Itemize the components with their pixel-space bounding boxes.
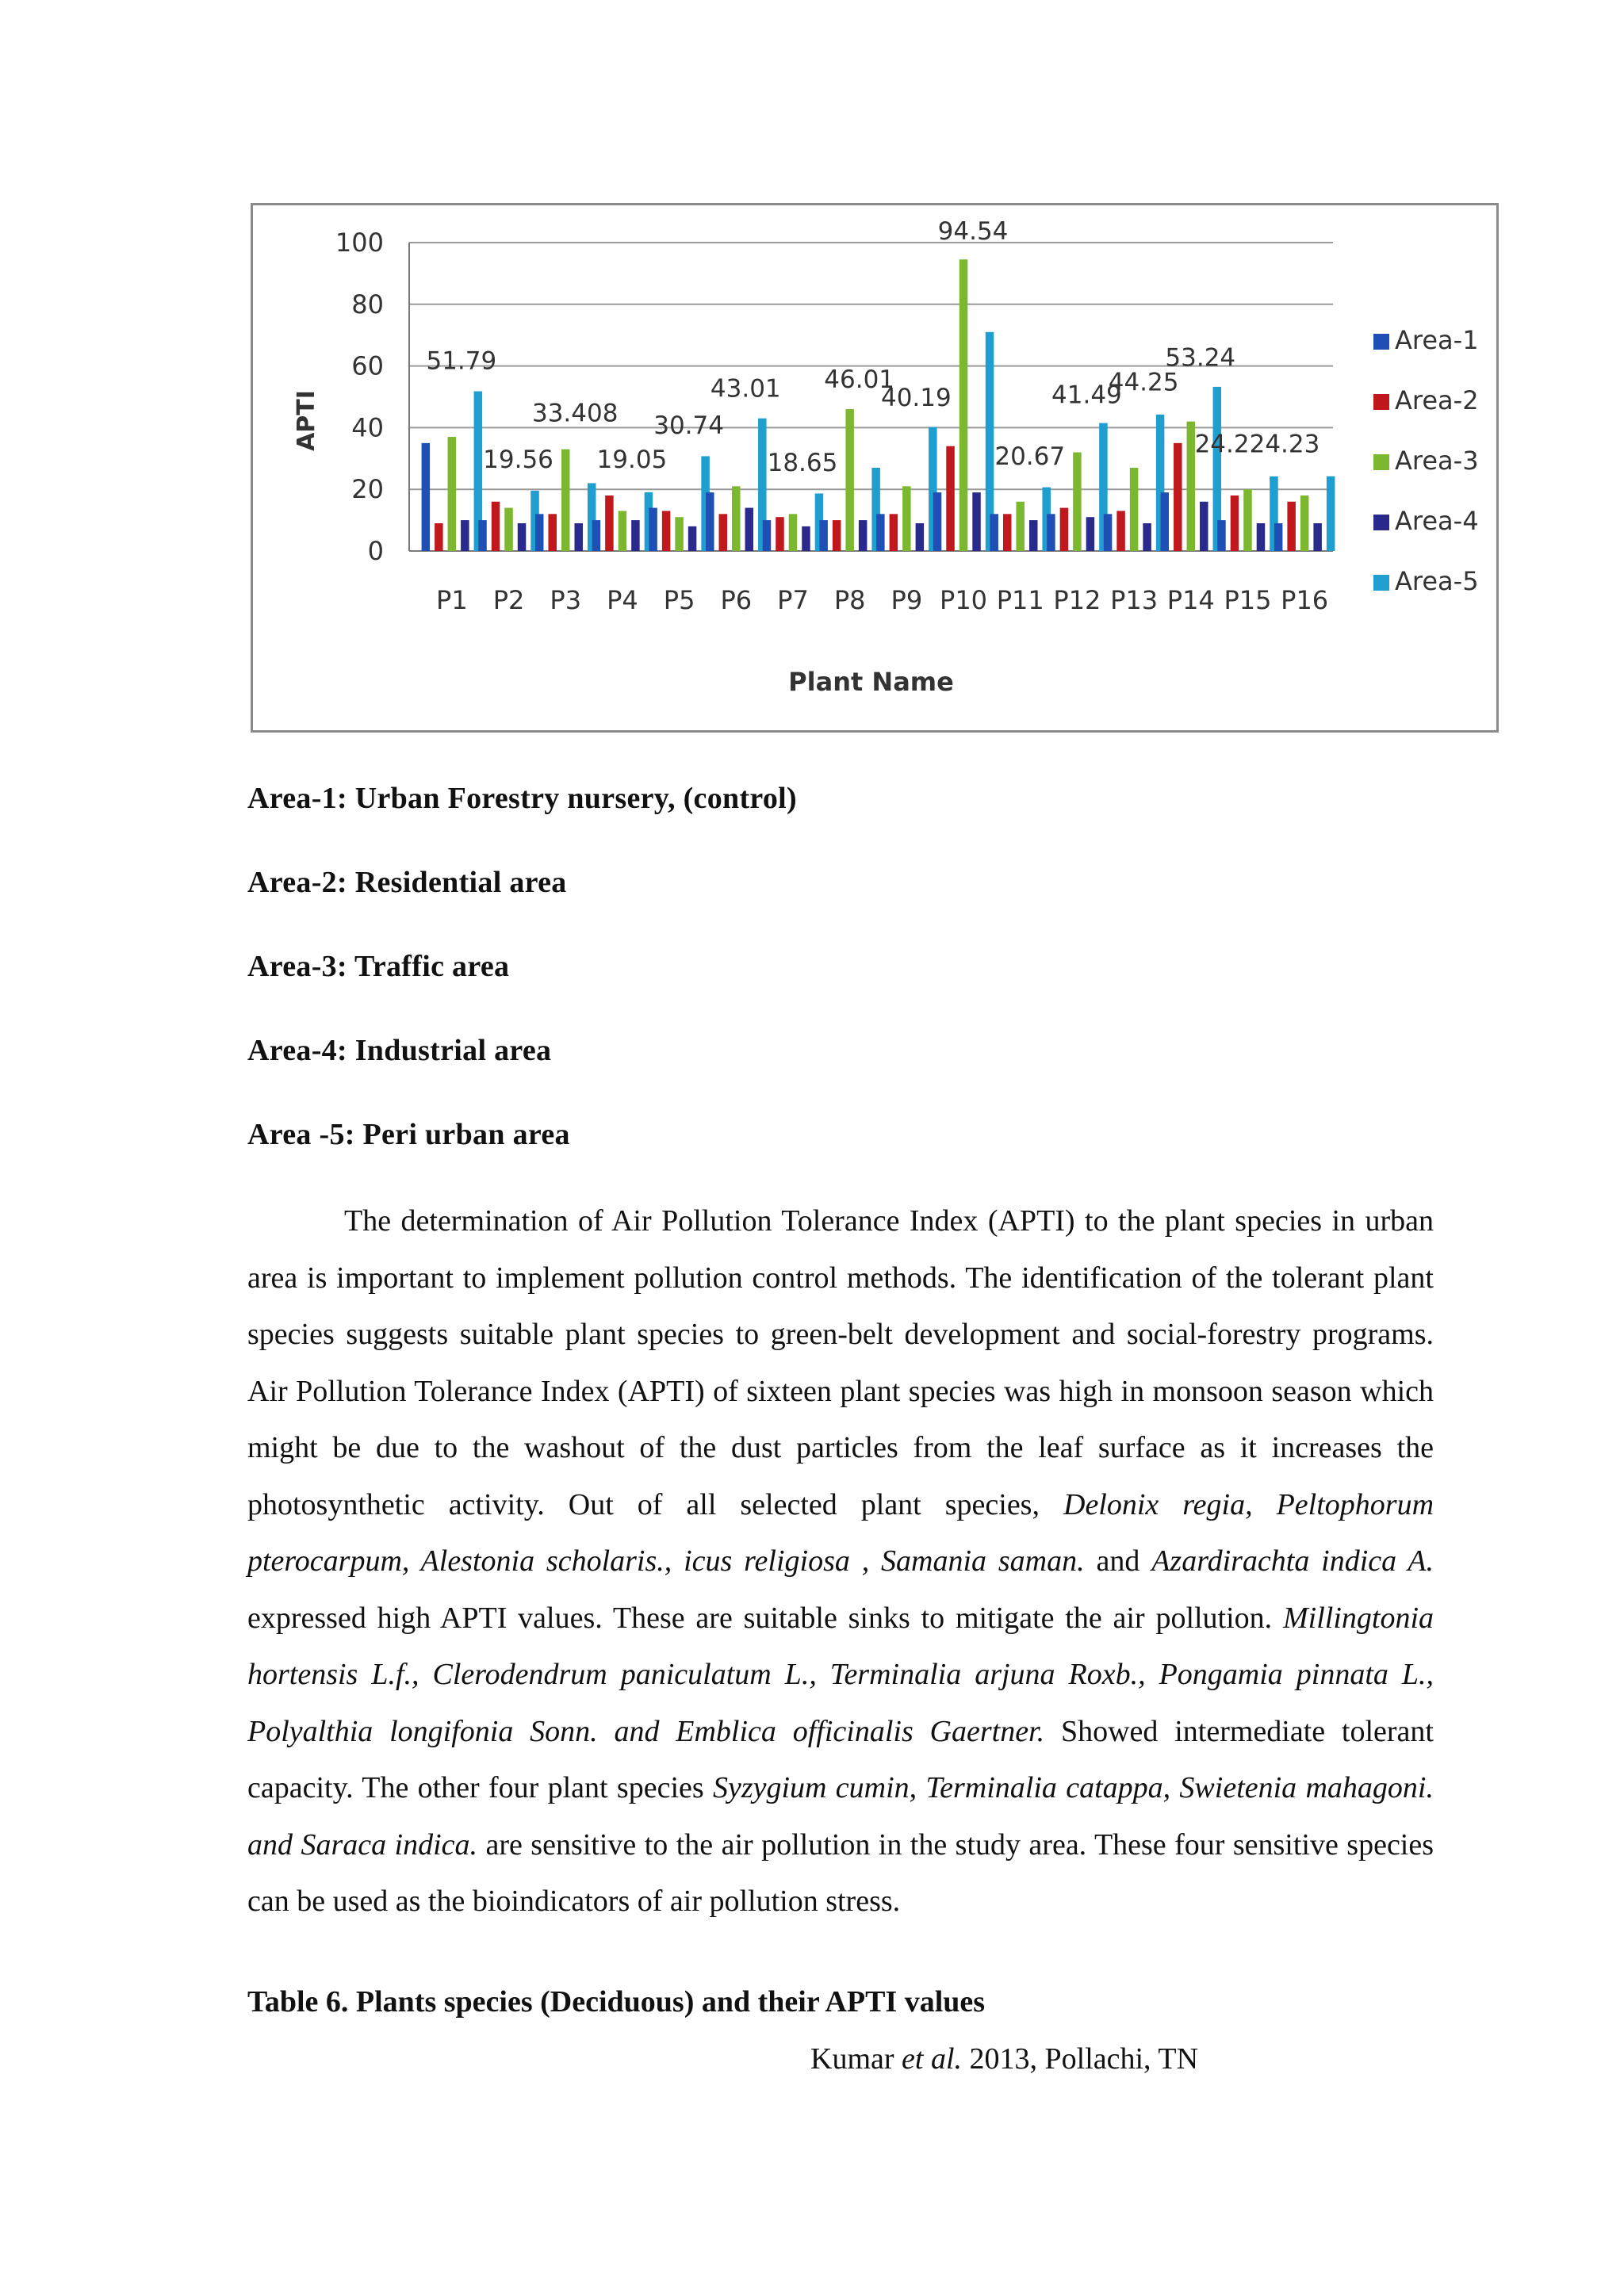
bar-area-2-p7: [776, 517, 784, 551]
data-label: 30.74: [653, 411, 724, 441]
legend-label-area-2: Area-2: [1395, 385, 1479, 415]
bar-area-4-p1: [461, 520, 469, 551]
citation-author: Kumar: [810, 2042, 894, 2076]
bar-area-1-p4: [592, 520, 601, 551]
species-list-intermediate: Millingtonia hortensis L.f., Clerodendrum paniculatum L., Terminalia arjuna Roxb., Pongamia pinnata L., Polyalthia longifonia Sonn. and Emblica officinalis Gaertner.: [247, 1601, 1434, 1748]
bar-area-5-p16: [1327, 476, 1335, 551]
table-caption: Table 6. Plants species (Deciduous) and their APTI values: [247, 1985, 986, 2019]
body-paragraph: [247, 1193, 1434, 1931]
bar-area-4-p3: [574, 523, 583, 551]
bar-area-3-p10: [959, 259, 968, 551]
bar-area-2-p14: [1174, 443, 1182, 551]
x-tick-label: P13: [1110, 585, 1159, 615]
citation-rest: 2013, Pollachi, TN: [969, 2042, 1199, 2076]
species-list-sensitive: Syzygium cumin, Terminalia catappa, Swietenia mahagoni. and Saraca indica.: [247, 1771, 1434, 1862]
bar-area-2-p12: [1060, 508, 1069, 551]
bar-area-4-p2: [518, 523, 527, 551]
area-3-definition: Area-3: Traffic area: [247, 950, 510, 983]
bar-area-1-p8: [819, 520, 828, 551]
bar-area-4-p16: [1313, 523, 1322, 551]
legend-label-area-4: Area-4: [1395, 506, 1479, 536]
citation: [810, 2042, 1198, 2076]
bar-area-2-p9: [890, 514, 898, 551]
chart-frame: [251, 203, 1499, 733]
legend-swatch-area-3: [1373, 454, 1389, 470]
paragraph-text: are sensitive to the air pollution in the study area. These four sensitive species can be used as the bioindicators of air pollution stress.: [247, 1827, 1434, 1918]
bar-area-4-p4: [631, 520, 640, 551]
paragraph-text: expressed high APTI values. These are suitable sinks to mitigate the air pollution.: [247, 1601, 1273, 1635]
y-tick-label: 80: [351, 289, 384, 320]
area-4-definition: Area-4: Industrial area: [247, 1034, 552, 1067]
bar-area-2-p10: [946, 446, 955, 551]
bar-area-3-p5: [675, 517, 684, 551]
bar-area-4-p11: [1029, 520, 1038, 551]
data-label: 24.224.23: [1194, 430, 1320, 459]
bar-area-1-p3: [535, 514, 544, 551]
bar-area-3-p3: [561, 450, 570, 551]
bar-area-3-p13: [1130, 468, 1139, 551]
bar-area-3-p15: [1243, 489, 1252, 551]
bar-area-4-p14: [1200, 502, 1208, 551]
bar-area-4-p5: [688, 526, 697, 551]
bar-area-1-p2: [478, 520, 487, 551]
bar-area-1-p6: [706, 492, 714, 551]
bar-area-4-p10: [972, 492, 981, 551]
paragraph-text: and: [1096, 1544, 1140, 1578]
bar-area-2-p4: [605, 496, 614, 551]
bar-area-3-p16: [1300, 496, 1309, 551]
bar-area-2-p1: [435, 523, 443, 551]
data-label: 19.56: [483, 445, 553, 474]
data-label: 51.79: [426, 346, 497, 376]
legend-swatch-area-5: [1373, 575, 1389, 591]
bar-area-3-p2: [504, 508, 513, 551]
legend-label-area-3: Area-3: [1395, 446, 1479, 476]
bar-area-4-p12: [1086, 517, 1095, 551]
legend-label-area-1: Area-1: [1395, 325, 1479, 355]
data-label: 20.67: [994, 442, 1066, 472]
bar-area-1-p9: [876, 514, 885, 551]
bar-area-2-p8: [833, 520, 841, 551]
bar-area-4-p8: [859, 520, 868, 551]
bar-area-3-p6: [732, 486, 741, 551]
bar-area-1-p1: [422, 443, 431, 551]
y-tick-label: 20: [351, 474, 384, 505]
citation-etal: et al.: [902, 2042, 963, 2076]
bar-area-1-p14: [1161, 492, 1170, 551]
legend-swatch-area-2: [1373, 394, 1389, 410]
paragraph-text: The determination of Air Pollution Tolerance Index (APTI) to the plant species in urban area is important to implement pollution control methods. The identification of the tolerant plant species suggests suitable plant species to green-belt development and social-forestry programs. Air Pollution Tolerance Index (APTI) of sixteen plant species was high in monsoon season which might be due to the washout of the dust particles from the leaf surface as it increases the photosynthetic activity. Out of all selected plant species,: [247, 1204, 1434, 1521]
bar-area-4-p13: [1143, 523, 1151, 551]
x-tick-label: P6: [720, 585, 753, 615]
paragraph-text: Showed intermediate tolerant capacity. The other four plant species: [247, 1714, 1434, 1804]
data-label: 18.65: [767, 448, 838, 477]
area-1-definition: Area-1: Urban Forestry nursery, (control): [247, 782, 797, 815]
x-tick-label: P9: [891, 585, 923, 615]
bar-area-2-p3: [548, 514, 557, 551]
data-label: 33.408: [531, 399, 619, 428]
bar-area-4-p6: [745, 508, 754, 551]
area-5-definition: Area -5: Peri urban area: [247, 1118, 570, 1151]
bar-area-1-p11: [990, 514, 998, 551]
x-axis-label: Plant Name: [788, 667, 954, 697]
bar-area-3-p1: [448, 437, 457, 551]
x-tick-label: P11: [996, 585, 1044, 615]
x-tick-label: P12: [1053, 585, 1101, 615]
x-tick-label: P7: [777, 585, 809, 615]
bar-area-3-p14: [1187, 422, 1196, 551]
bar-area-4-p15: [1257, 523, 1266, 551]
bar-area-3-p9: [902, 486, 911, 551]
bar-area-4-p7: [802, 526, 810, 551]
legend-label-area-5: Area-5: [1395, 566, 1479, 596]
x-tick-label: P2: [492, 585, 525, 615]
x-tick-label: P15: [1224, 585, 1272, 615]
bar-area-3-p12: [1073, 453, 1082, 551]
species-name: Azardirachta indica A.: [1151, 1544, 1434, 1578]
apti-bar-chart: [253, 205, 1496, 730]
y-tick-label: 0: [367, 536, 384, 566]
bar-area-1-p15: [1217, 520, 1226, 551]
bar-area-2-p2: [492, 502, 500, 551]
data-label: 43.01: [710, 374, 781, 404]
bar-area-3-p4: [619, 511, 627, 551]
bar-area-3-p7: [789, 514, 798, 551]
data-label: 94.54: [937, 217, 1009, 247]
bar-area-1-p10: [933, 492, 942, 551]
y-tick-label: 100: [335, 228, 384, 258]
data-label: 41.49: [1051, 381, 1122, 410]
x-tick-label: P16: [1281, 585, 1329, 615]
y-tick-label: 60: [351, 350, 384, 381]
bar-area-3-p8: [845, 409, 854, 551]
data-label: 53.24: [1165, 343, 1236, 373]
bar-area-2-p6: [719, 514, 728, 551]
legend-swatch-area-4: [1373, 515, 1389, 530]
bar-area-1-p13: [1104, 514, 1113, 551]
legend-swatch-area-1: [1373, 334, 1389, 350]
bar-area-2-p5: [662, 511, 671, 551]
x-tick-label: P4: [607, 585, 638, 615]
bar-area-1-p7: [763, 520, 772, 551]
bar-area-3-p11: [1016, 502, 1025, 551]
data-label: 19.05: [596, 445, 668, 474]
x-tick-label: P8: [833, 585, 866, 615]
bar-area-4-p9: [916, 523, 925, 551]
data-label: 46.01: [824, 365, 895, 394]
x-tick-label: P3: [550, 585, 582, 615]
bar-area-2-p15: [1231, 496, 1239, 551]
area-2-definition: Area-2: Residential area: [247, 866, 567, 899]
data-label: 40.19: [880, 384, 952, 413]
species-list-high: Delonix regia, Peltophorum pterocarpum, Alestonia scholaris., icus religiosa , Samania saman.: [247, 1487, 1434, 1578]
x-tick-label: P1: [436, 585, 468, 615]
bar-area-2-p11: [1003, 514, 1012, 551]
bar-area-1-p12: [1047, 514, 1055, 551]
x-tick-label: P10: [940, 585, 988, 615]
y-tick-label: 40: [351, 412, 384, 443]
y-axis-label: APTI: [293, 390, 320, 451]
x-tick-label: P5: [663, 585, 695, 615]
bar-area-2-p13: [1116, 511, 1125, 551]
data-label: 44.25: [1108, 368, 1179, 397]
bar-area-1-p5: [649, 508, 657, 551]
bar-area-1-p16: [1274, 523, 1283, 551]
bar-area-2-p16: [1287, 502, 1296, 551]
x-tick-label: P14: [1166, 585, 1215, 615]
